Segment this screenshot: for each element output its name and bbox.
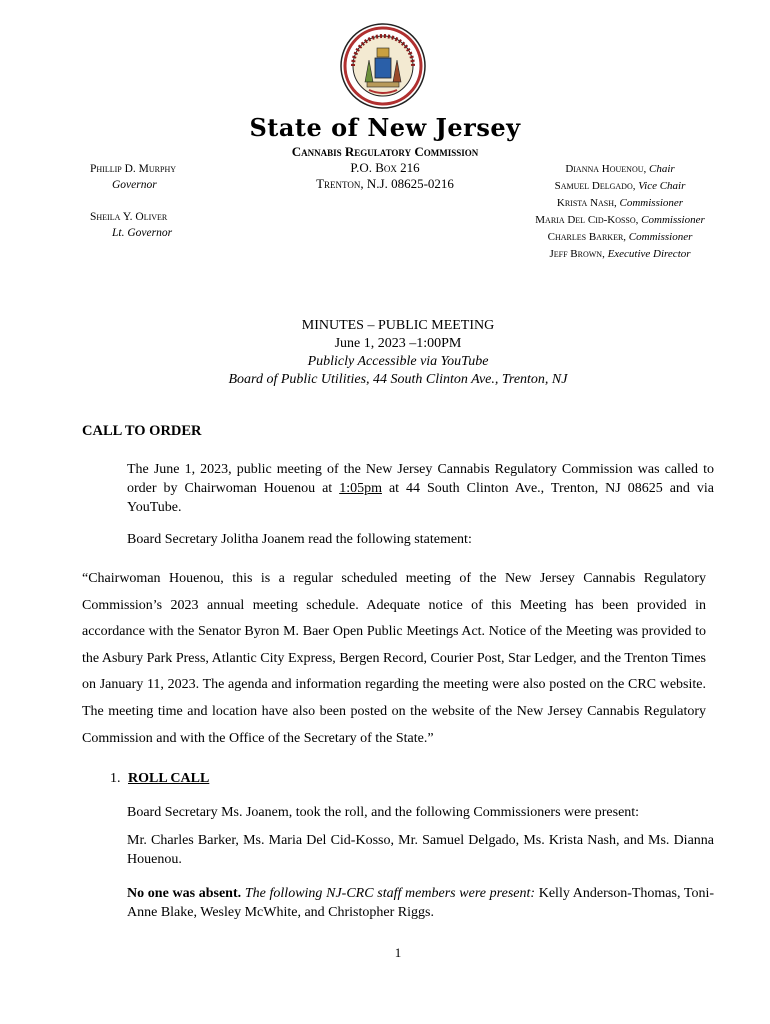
notice-statement-quote: “Chairwoman Houenou, this is a regular scheduled meeting of the New Jersey Cannabis Regulatory Commission’s 2023 annual meeting schedule. Adequate notice of this Meeting has been provided in accordance with the Senator Byron M. Baer Open Public Meetings Act. Notice of the Meeting was provided to the Asbury Park Press, Atlantic City Express, Bergen Record, Courier Post, Star Ledger, and the Trenton Times on January 11, 2023. The agenda and information regarding the meeting were also posted on the CRC website. The meeting time and location have also been posted on the website of the New Jersey Cannabis Regulatory Commission and with the Office of the Secretary of the State.” (82, 571, 706, 746)
governor-role: Governor (112, 179, 157, 191)
roll-call-number: 1. (110, 771, 121, 786)
staff-names: Kelly Anderson-Thomas, Toni-Anne Blake, Wesley McWhite, and Christopher Riggs. (127, 886, 715, 920)
po-box: P.O. Box 216 (350, 160, 420, 175)
meeting-heading (0, 317, 770, 389)
lt-governor-role: Lt. Governor (112, 227, 173, 239)
call-to-order-heading: CALL TO ORDER (82, 423, 202, 439)
lt-governor-name: Sheila Y. Oliver (90, 211, 168, 223)
commissioner-line: Dianna Houenou, Chair (565, 163, 675, 175)
roll-call-intro: Board Secretary Ms. Joanem, took the roll, and the following Commissioners were present: (127, 805, 640, 820)
city-line: Trenton, N.J. 08625-0216 (316, 176, 454, 191)
absent-and-staff (127, 884, 714, 922)
secretary-statement-intro: Board Secretary Jolitha Joanem read the following statement: (127, 532, 472, 547)
state-officials (90, 161, 176, 241)
page-number: 1 (394, 945, 402, 960)
commissioner-line: Charles Barker, Commissioner (547, 231, 693, 243)
absent-statement: No one was absent. (127, 886, 242, 901)
agency-name: Cannabis Regulatory Commission (291, 144, 479, 159)
staff-intro: The following NJ-CRC staff members were present: (244, 886, 536, 901)
meeting-location: Board of Public Utilities, 44 South Clinton Ave., Trenton, NJ (228, 372, 568, 387)
meeting-access: Publicly Accessible via YouTube (307, 354, 489, 369)
commissioner-line: Samuel Delgado, Vice Chair (554, 180, 686, 192)
state-title: State of New Jersey (249, 113, 521, 142)
commissioner-list (520, 161, 720, 263)
present-commissioners: Mr. Charles Barker, Ms. Maria Del Cid-Kosso, Mr. Samuel Delgado, Ms. Krista Nash, and Ms. Dianna Houenou. (127, 833, 714, 867)
commissioner-line: Jeff Brown, Executive Director (549, 248, 691, 260)
call-to-order-paragraph: The June 1, 2023, public meeting of the New Jersey Cannabis Regulatory Commission was called to order by Chairwoman Houenou at 1:05pm at 44 South Clinton Ave., Trenton, NJ 08625 and via YouTube. (127, 462, 714, 515)
called-to-order-time: 1:05pm (339, 481, 382, 496)
meeting-date: June 1, 2023 –1:00PM (334, 336, 462, 351)
commissioner-line: Maria Del Cid-Kosso, Commissioner (535, 214, 705, 226)
state-seal-icon (339, 22, 427, 110)
commissioner-line: Krista Nash, Commissioner (556, 197, 684, 209)
meeting-title: MINUTES – PUBLIC MEETING (301, 318, 495, 333)
governor-name: Phillip D. Murphy (90, 163, 176, 175)
roll-call-heading: ROLL CALL (128, 771, 210, 786)
